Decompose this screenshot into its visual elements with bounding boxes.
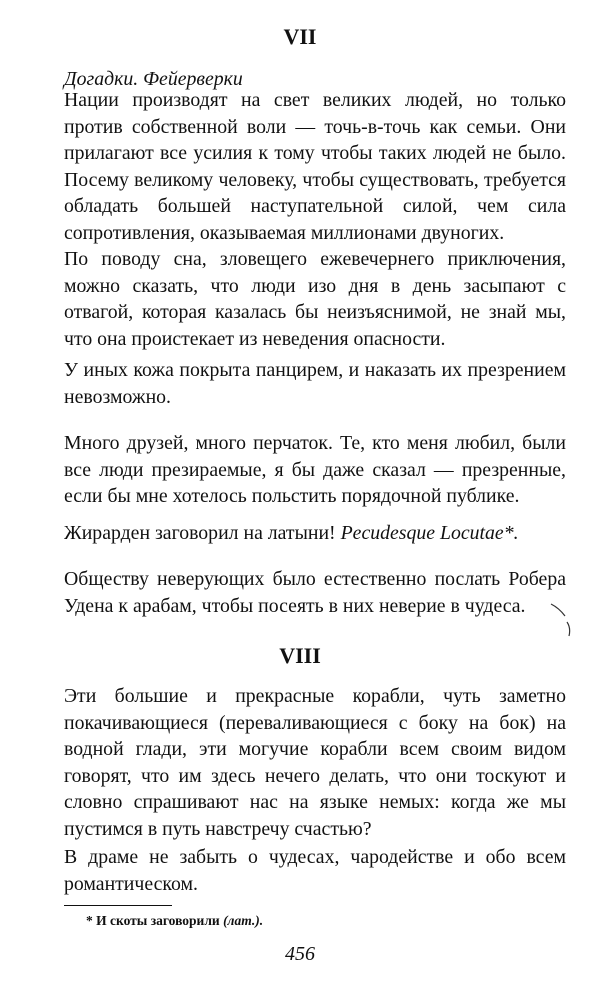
footnote-abbr: (лат.). [223, 913, 264, 928]
page-number: 456 [285, 943, 315, 965]
paragraph: Нации производят на свет великих людей, но только против собственной воли — точь-в-точь как семьи. Они прилагают все усилия к тому чтобы таких людей не было. Посему великому человеку, чтобы существовать, требуется обладать большей наступательной силой, чем сила сопротивления, оказываемая миллионами двуногих. [64, 89, 566, 244]
latin-phrase: Pecudesque Locutae*. [340, 522, 519, 544]
paragraph: В драме не забыть о чудесах, чародействе и обо всем романтическом. [64, 846, 566, 895]
paragraph: Эти большие и прекрасные корабли, чуть заметно покачивающиеся (переваливающиеся с боку на бок) на водной глади, эти могучие корабли всем своим видом говорят, что им здесь нечего делать, что они тоскуют и словно спрашивают нас на языке немых: когда же мы пустимся в путь навстречу счастью? [64, 685, 566, 840]
paragraph: У иных кожа покрыта панцирем, и наказать их презрением невозможно. [64, 359, 566, 408]
footnote-text: * И скоты заговорили [86, 913, 220, 928]
girardin-text: Жирарден заговорил на латыни! [64, 522, 336, 544]
pencil-mark-icon [545, 600, 575, 640]
section-heading-viii: VIII [279, 643, 321, 668]
section-heading-vii: VII [283, 24, 317, 49]
paragraph-girardin [64, 520, 566, 547]
paragraph: Много друзей, много перчаток. Те, кто меня любил, были все люди презираемые, я бы даже сказал — презренные, если бы мне хотелось польстить порядочной публике. [64, 432, 566, 507]
paragraph: По поводу сна, зловещего ежевечернего приключения, можно сказать, что люди изо дня в день засыпают с отвагой, которая казалась бы неизъяснимой, не знай мы, что она проистекает из неведения опасности. [64, 248, 566, 350]
paragraph: Обществу неверующих было естественно послать Робера Удена к арабам, чтобы посеять в них неверие в чудеса. [64, 568, 566, 617]
footnote-divider [64, 905, 172, 906]
footnote [86, 912, 263, 930]
section-subtitle: Догадки. Фейерверки [64, 68, 243, 90]
